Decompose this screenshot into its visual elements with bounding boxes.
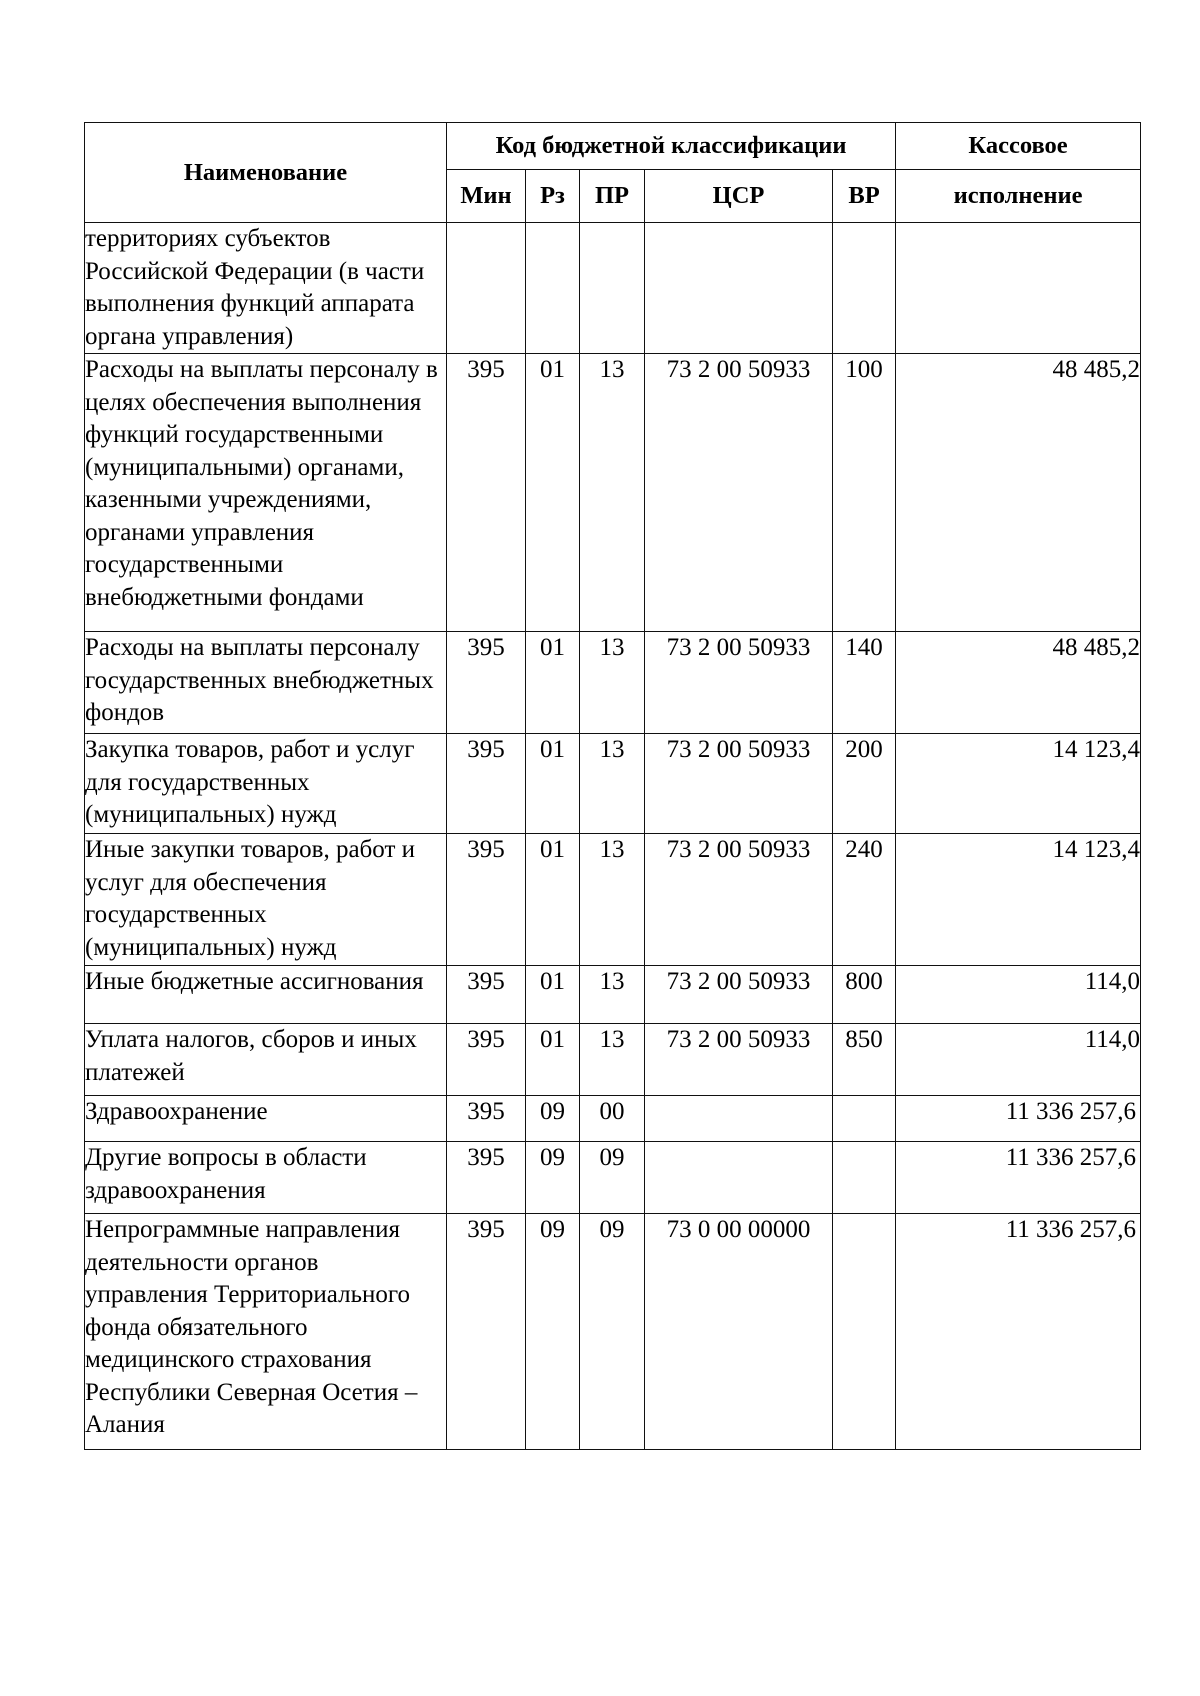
header-code-group: Код бюджетной классификации (447, 123, 896, 170)
row-rz: 01 (526, 632, 580, 734)
header-cash-line1: Кассовое (896, 123, 1141, 170)
row-amount: 11 336 257,6 (896, 1096, 1141, 1142)
row-amount: 11 336 257,6 (896, 1214, 1141, 1450)
row-vr: 100 (833, 354, 896, 632)
row-csr: 73 2 00 50933 (645, 966, 833, 1024)
row-csr: 73 2 00 50933 (645, 632, 833, 734)
row-csr: 73 2 00 50933 (645, 734, 833, 834)
row-pr: 00 (580, 1096, 645, 1142)
row-name: Иные бюджетные ассигнования (85, 966, 447, 1024)
row-pr: 09 (580, 1214, 645, 1450)
table-row (85, 1142, 1141, 1214)
row-rz: 09 (526, 1142, 580, 1214)
row-vr (833, 1142, 896, 1214)
row-amount: 48 485,2 (896, 354, 1141, 632)
table-row (85, 1096, 1141, 1142)
row-vr (833, 1214, 896, 1450)
row-csr (645, 1142, 833, 1214)
row-amount: 114,0 (896, 1024, 1141, 1096)
row-name: Здравоохранение (85, 1096, 447, 1142)
row-name: Уплата налогов, сборов и иных платежей (85, 1024, 447, 1096)
row-min: 395 (447, 966, 526, 1024)
row-rz: 01 (526, 354, 580, 632)
row-vr (833, 223, 896, 354)
row-amount: 48 485,2 (896, 632, 1141, 734)
header-csr: ЦСР (645, 170, 833, 223)
row-vr: 240 (833, 834, 896, 966)
row-pr: 09 (580, 1142, 645, 1214)
budget-table (84, 122, 1141, 1450)
row-name: Расходы на выплаты персоналу в целях обеспечения выполнения функций государственными (муниципальными) органами, казенными учреждениями, органами управления государственными внебюджетными фондами (85, 354, 447, 632)
row-min: 395 (447, 734, 526, 834)
row-rz: 09 (526, 1096, 580, 1142)
table-row (85, 966, 1141, 1024)
table-row (85, 354, 1141, 632)
row-csr (645, 1096, 833, 1142)
header-rz: Рз (526, 170, 580, 223)
row-name: Закупка товаров, работ и услуг для государственных (муниципальных) нужд (85, 734, 447, 834)
row-min (447, 223, 526, 354)
row-amount: 14 123,4 (896, 734, 1141, 834)
row-pr: 13 (580, 632, 645, 734)
table-row (85, 834, 1141, 966)
row-amount: 14 123,4 (896, 834, 1141, 966)
header-cash-line2: исполнение (896, 170, 1141, 223)
row-rz (526, 223, 580, 354)
row-name: Другие вопросы в области здравоохранения (85, 1142, 447, 1214)
table-row (85, 1024, 1141, 1096)
row-rz: 01 (526, 834, 580, 966)
row-name: территориях субъектов Российской Федерации (в части выполнения функций аппарата органа управления) (85, 223, 447, 354)
header-name: Наименование (85, 123, 447, 223)
header-pr: ПР (580, 170, 645, 223)
table-row (85, 1214, 1141, 1450)
row-amount: 11 336 257,6 (896, 1142, 1141, 1214)
row-vr (833, 1096, 896, 1142)
row-min: 395 (447, 1142, 526, 1214)
row-min: 395 (447, 354, 526, 632)
row-csr: 73 0 00 00000 (645, 1214, 833, 1450)
row-pr: 13 (580, 354, 645, 632)
row-rz: 09 (526, 1214, 580, 1450)
header-vr: ВР (833, 170, 896, 223)
row-csr (645, 223, 833, 354)
row-rz: 01 (526, 1024, 580, 1096)
row-amount (896, 223, 1141, 354)
row-vr: 140 (833, 632, 896, 734)
row-pr (580, 223, 645, 354)
row-name: Непрограммные направления деятельности органов управления Территориального фонда обязательного медицинского страхования Республики Северная Осетия – Алания (85, 1214, 447, 1450)
header-min: Мин (447, 170, 526, 223)
row-min: 395 (447, 1214, 526, 1450)
row-pr: 13 (580, 966, 645, 1024)
table-row (85, 632, 1141, 734)
row-csr: 73 2 00 50933 (645, 834, 833, 966)
table-row (85, 734, 1141, 834)
table-row (85, 223, 1141, 354)
row-vr: 800 (833, 966, 896, 1024)
row-vr: 850 (833, 1024, 896, 1096)
row-amount: 114,0 (896, 966, 1141, 1024)
row-min: 395 (447, 1096, 526, 1142)
row-min: 395 (447, 834, 526, 966)
row-pr: 13 (580, 734, 645, 834)
row-min: 395 (447, 1024, 526, 1096)
row-rz: 01 (526, 734, 580, 834)
row-vr: 200 (833, 734, 896, 834)
row-rz: 01 (526, 966, 580, 1024)
row-pr: 13 (580, 834, 645, 966)
row-name: Расходы на выплаты персоналу государственных внебюджетных фондов (85, 632, 447, 734)
row-csr: 73 2 00 50933 (645, 354, 833, 632)
row-min: 395 (447, 632, 526, 734)
row-pr: 13 (580, 1024, 645, 1096)
row-csr: 73 2 00 50933 (645, 1024, 833, 1096)
row-name: Иные закупки товаров, работ и услуг для обеспечения государственных (муниципальных) нужд (85, 834, 447, 966)
